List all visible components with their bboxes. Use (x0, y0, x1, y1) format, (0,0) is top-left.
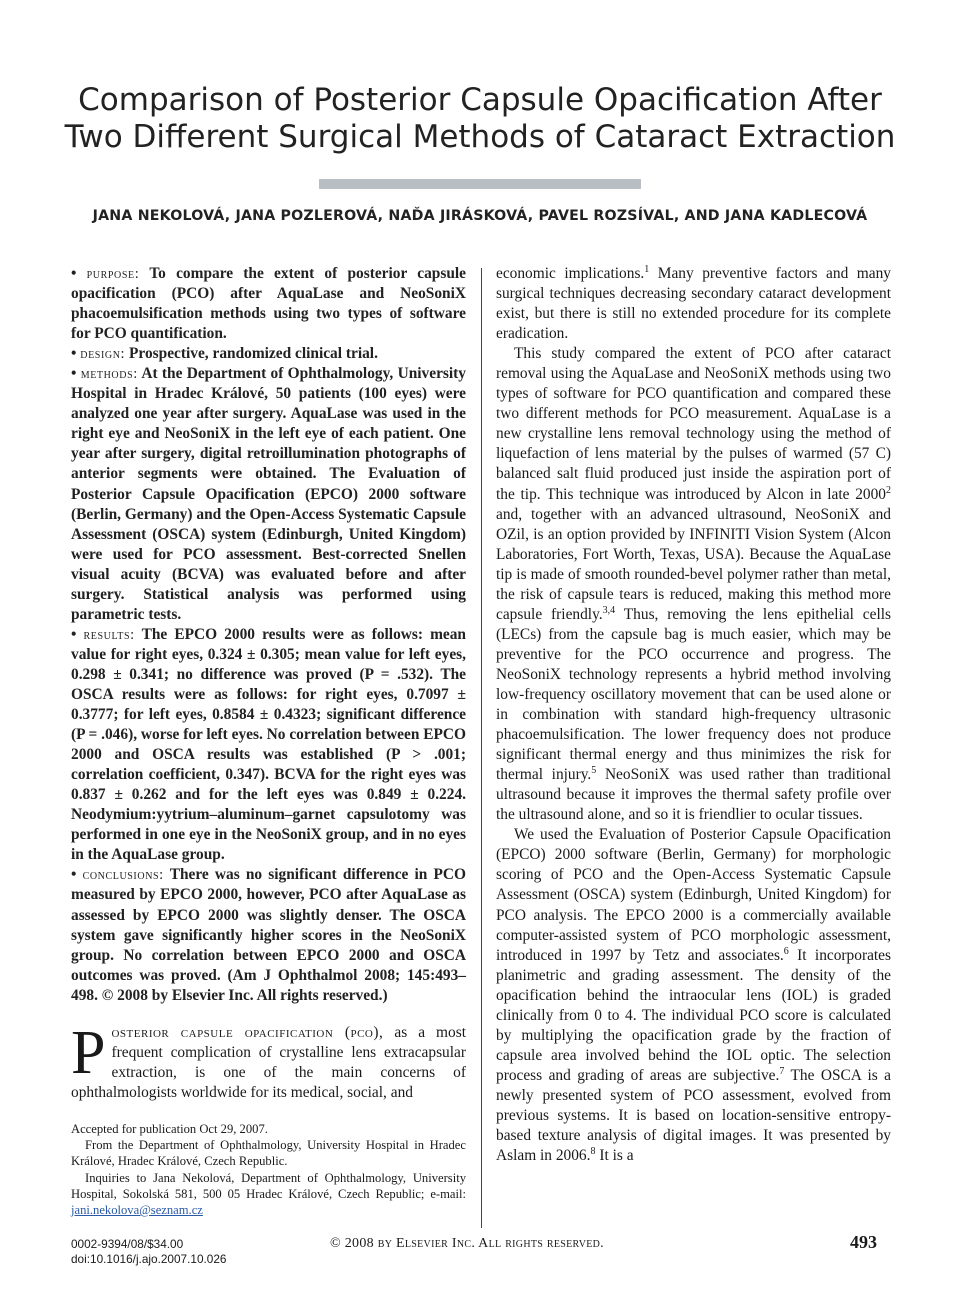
journal-citation: (Am J Ophthalmol 2008; 145:493–498. © 2008 by Elsevier Inc. All rights reserved.) (71, 966, 466, 1004)
drop-cap: P (71, 1018, 106, 1087)
abstract-conclusions (71, 865, 466, 1005)
email-link[interactable]: jani.nekolova@seznam.cz (71, 1203, 203, 1218)
inquiries-note: Inquiries to Jana Nekolová, Department of Ophthalmology, University Hospital, Sokolská 581, 500 05 Hradec Králové, Czech Republic; e-mail: jani.nekolova@seznam.cz (71, 1170, 466, 1218)
introduction-start (71, 1018, 466, 1103)
conclusions-label: conclusions: (82, 867, 164, 884)
left-column (71, 264, 466, 1103)
reference-link[interactable]: 7 (779, 1065, 785, 1077)
title-line-1: Comparison of Posterior Capsule Opacification After (78, 82, 882, 118)
intro-lead-in: osterior capsule opacification (pco), (111, 1023, 384, 1041)
body-paragraph-2: This study compared the extent of PCO after cataract removal using the AquaLase and NeoSoniX methods using two types of software for PCO quantification and compared these two different methods for PCO measurement. AquaLase is a new crystalline lens removal technology using the method of liquefaction of lens material by the pulses of warmed (57 C) balanced salt fluid produced just inside the aspiration port of the tip. This technique was introduced by Alcon in late 2000$^2$ and, together with an advanced ultrasound, NeoSoniX and OZil, is an option provided by INFINITI Vision System (Alcon Laboratories, Fort Worth, Texas, USA). Because the AquaLase tip is made of smooth rounded-bevel polymer rather than metal, the risk of capsule tears is reduced, making this method more capsule friendly.$^{3,4}$ Thus, removing the lens epithelial cells (LECs) from the capsule bag is much easier, which may be preventive for the PCO occurrence and progress. The NeoSoniX technology represents a hybrid method involving low-frequency oscillatory movement that can be used alone or in combination with standard high-frequency ultrasonic phacoemulsification. The lower frequency does not produce significant thermal energy and thus minimizes the risk for thermal injury.$^5$ NeoSoniX was used rather than traditional ultrasound because it improves the thermal safety profile over the ultrasound alone, and so it is friendlier to ocular tissues. (496, 345, 891, 824)
conclusions-text: There was no significant difference in PCO measured by EPCO 2000, however, PCO after AquaLase as assessed by EPCO 2000 was slightly denser. The OSCA system gave significantly higher scores in the NeoSoniX group. No correlation between EPCO 2000 and OSCA outcomes was proved. (71, 866, 467, 984)
abstract-purpose (71, 264, 466, 344)
right-column (496, 264, 891, 1166)
bullet-icon: • (71, 625, 77, 643)
abstract-design (71, 344, 466, 364)
article-title (60, 82, 900, 156)
affiliation-note: From the Department of Ophthalmology, University Hospital in Hradec Králové, Hradec Králové, Czech Republic. (71, 1138, 466, 1169)
abstract (71, 264, 466, 1006)
methods-text: At the Department of Ophthalmology, University Hospital in Hradec Králové, 50 patients (100 eyes) were analyzed one year after surgery. AquaLase was used in the right eye and NeoSoniX in the left eye of each patient. One year after surgery, digital retroillumination photographs of anterior segments were obtained. The Evaluation of Posterior Capsule Opacification (EPCO) 2000 software (Berlin, Germany) and the Open-Access Systematic Capsule Assessment (OSCA) system (Edinburgh, United Kingdom) were used for PCO assessment. Best-corrected Snellen visual acuity (BCVA) was evaluated before and after surgery. Statistical analysis was performed using parametric tests. (71, 365, 466, 623)
reference-link[interactable]: 1 (644, 264, 650, 275)
bullet-icon: • (71, 866, 77, 884)
footer-copyright: © 2008 by Elsevier Inc. All rights reserved. (330, 1236, 604, 1251)
issn-price: 0002-9394/08/$34.00 (71, 1237, 184, 1251)
abstract-methods (71, 364, 466, 625)
doi: doi:10.1016/j.ajo.2007.10.026 (71, 1252, 227, 1266)
reference-link[interactable]: 5 (591, 765, 597, 777)
methods-label: methods: (80, 366, 138, 383)
bullet-icon: • (71, 365, 77, 383)
purpose-label: purpose: (86, 266, 140, 282)
footer-identifiers (71, 1237, 226, 1267)
title-rule (319, 179, 641, 189)
reference-link[interactable]: 8 (590, 1146, 596, 1158)
reference-link[interactable]: 2 (886, 484, 891, 496)
purpose-text: To compare the extent of posterior capsule opacification (PCO) after AquaLase and NeoSoniX phacoemulsification methods using two types of software for PCO quantification. (71, 265, 466, 343)
results-text: The EPCO 2000 results were as follows: mean value for right eyes, 0.324 ± 0.305; mean value for left eyes, 0.298 ± 0.341; no difference was proved (P = .532). The OSCA results were as follows: for right eyes, 0.7097 ± 0.3777; for left eyes, 0.8584 ± 0.4323; significant difference (P = .046), worse for left eyes. No correlation between EPCO 2000 and OSCA results was established (P > .001; correlation coefficient, 0.347). BCVA for the right eyes was 0.837 ± 0.262 and for the left eyes was 0.849 ± 0.224. Neodymium:yytrium–aluminum–garnet capsulotomy was performed in one eye in the NeoSoniX group, and in no eyes in the AquaLase group. (71, 625, 467, 864)
author-list: JANA NEKOLOVÁ, JANA POZLEROVÁ, NAĎA JIRÁSKOVÁ, PAVEL ROZSÍVAL, AND JANA KADLECOVÁ (92, 208, 868, 224)
design-label: design: (80, 346, 126, 363)
results-label: results: (83, 626, 135, 643)
title-line-2: Two Different Surgical Methods of Cataract Extraction (64, 119, 896, 155)
accepted-note: Accepted for publication Oct 29, 2007. (71, 1122, 268, 1136)
abstract-results (71, 625, 466, 866)
reference-link[interactable]: 6 (783, 945, 789, 957)
design-text: Prospective, randomized clinical trial. (129, 345, 378, 363)
bullet-icon: • (71, 265, 77, 282)
column-divider (481, 268, 482, 1228)
intro-text: as a most frequent complication of crystalline lens extracapsular extraction, is one of the main concerns of ophthalmologists worldwide for its medical, social, and (71, 1023, 466, 1101)
body-paragraph-3: We used the Evaluation of Posterior Capsule Opacification (EPCO) 2000 software (Berlin, Germany) for morphologic scoring of PCO and the Open-Access Systematic Capsule Assessment (OSCA) system (Edinburgh, United Kingdom) for PCO analysis. The EPCO 2000 is a commercially available computer-assisted system of PCO morphologic assessment, introduced in 1997 by Tetz and associates.$^6$ It incorporates planimetric and grading assessment. The density of the opacification behind the intraocular lens (IOL) is graded clinically from 0 to 4. The individual PCO score is calculated by multiplying the opacification grade by the fraction of capsule area involved behind the IOL optic. The selection process and grading of areas are subjective.$^7$ The OSCA is a newly presented system of PCO assessment, evolved from previous systems. It is based on location-sensitive entropy-based texture analysis of digital images. It was presented by Aslam in 2006.$^8$ It is a (496, 826, 891, 1165)
article-notes (71, 1121, 466, 1218)
reference-link[interactable]: 3,4 (602, 604, 616, 616)
page-number: 493 (850, 1232, 877, 1252)
bullet-icon: • (71, 345, 77, 363)
body-paragraph-1: economic implications.$^1$ Many preventive factors and many surgical techniques decreasing secondary cataract development exist, but there is still no extended procedure for its complete eradication. (496, 264, 891, 343)
